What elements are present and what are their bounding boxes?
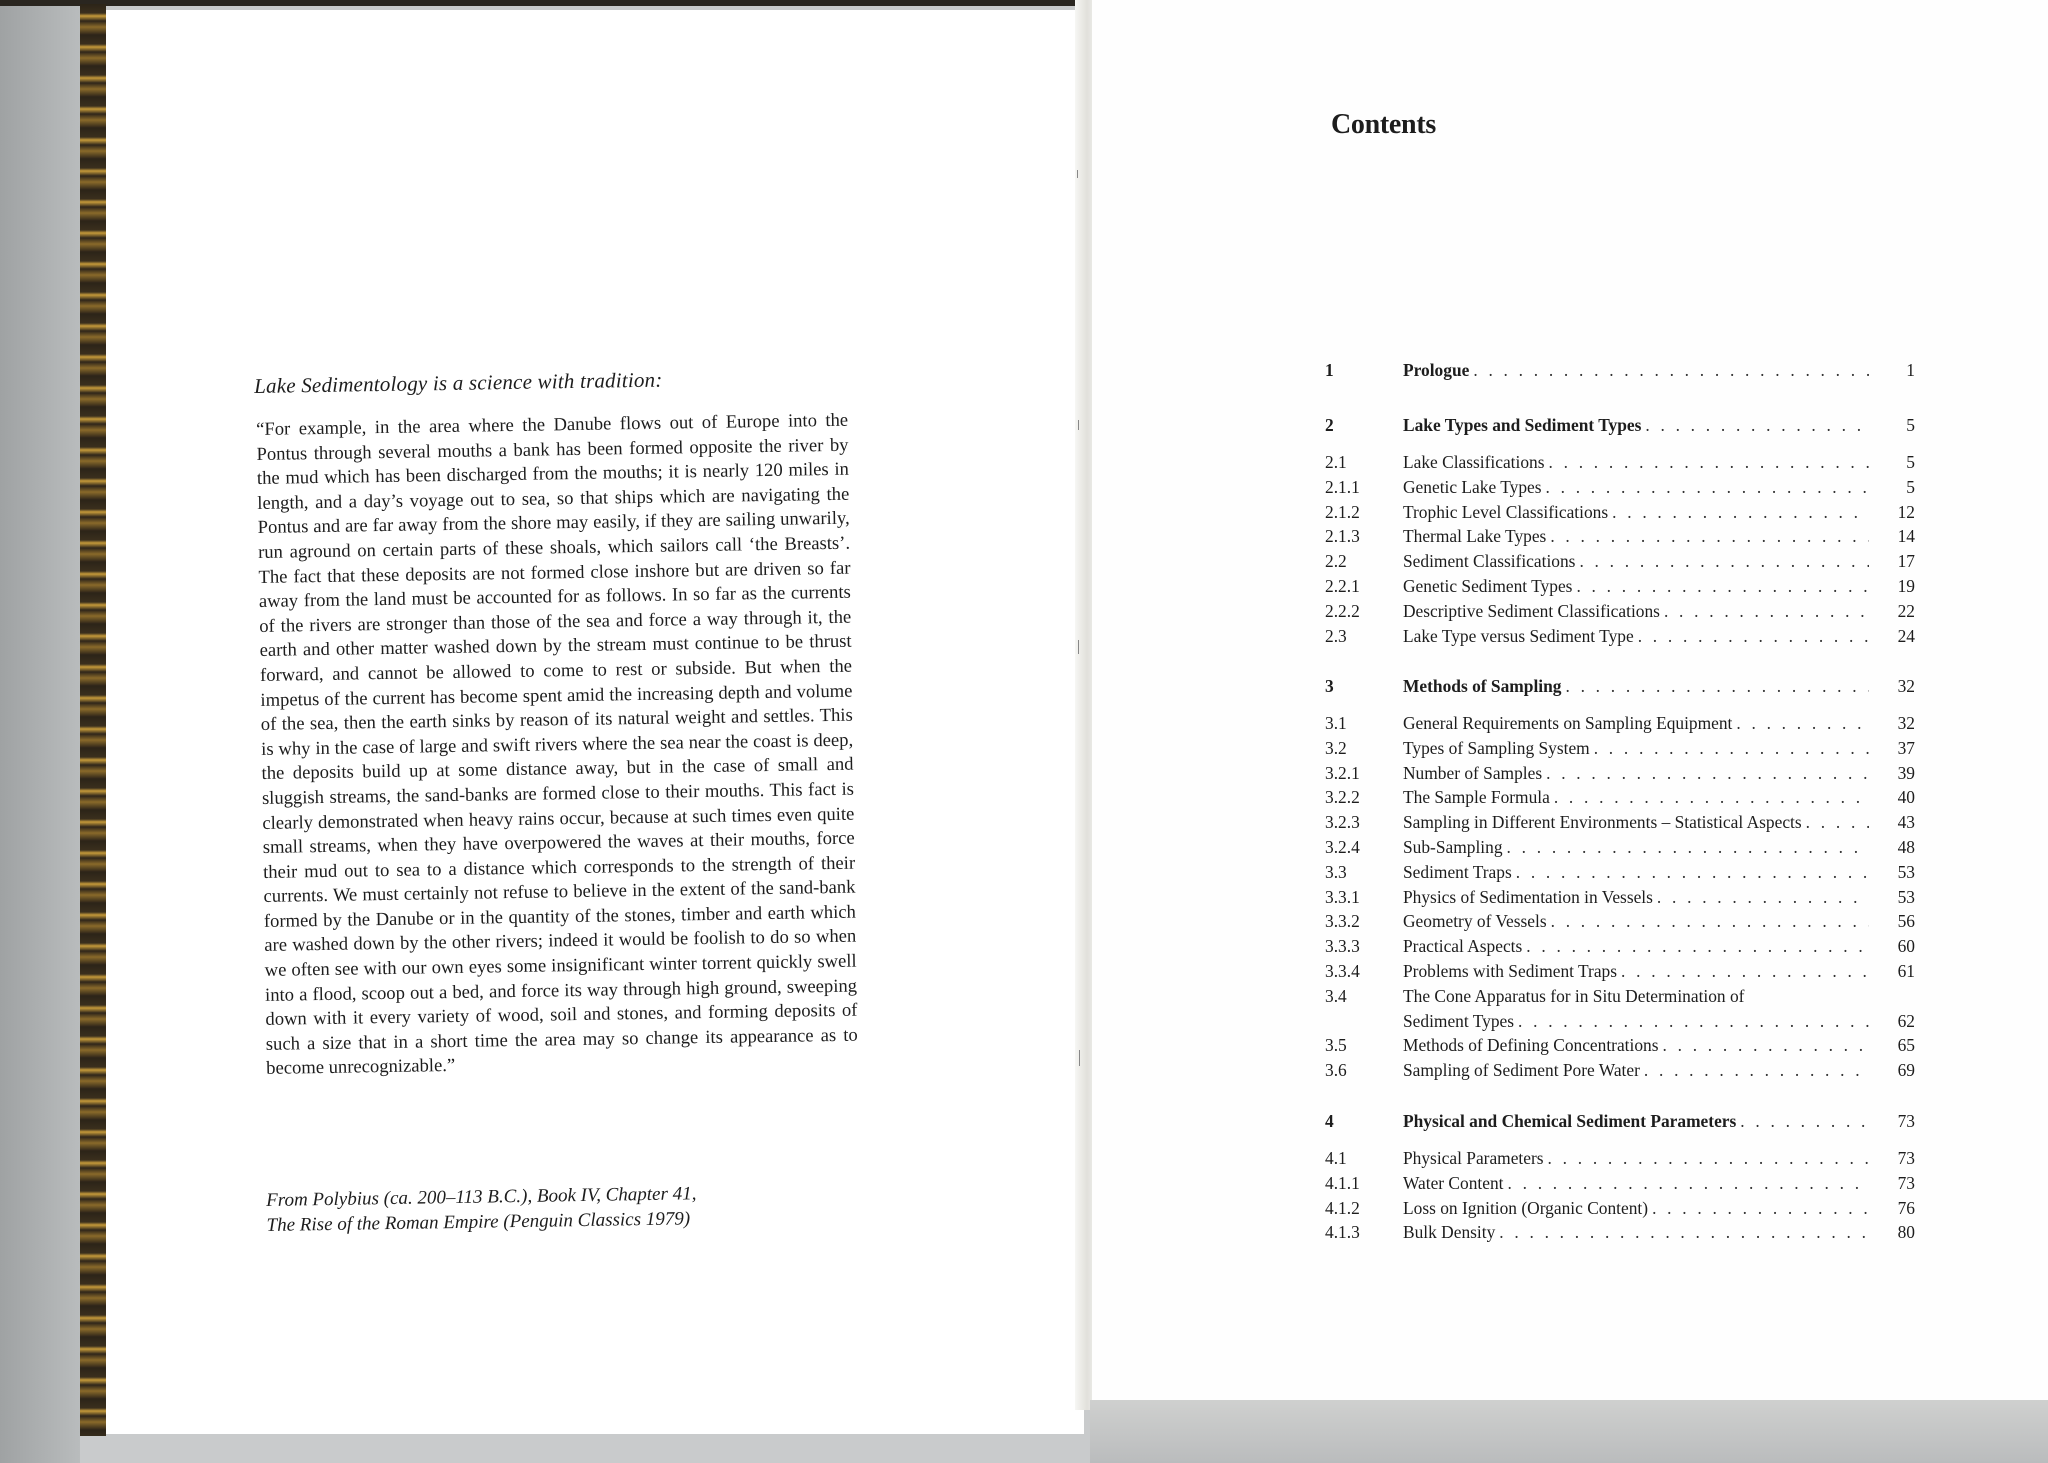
toc-page-number: 32 <box>1897 713 1915 733</box>
toc-number: 3.6 <box>1325 1060 1347 1081</box>
toc-page-number: 73 <box>1897 1172 1915 1193</box>
toc-entry-row <box>1325 984 1915 1009</box>
toc-leader-dots <box>1736 711 1869 736</box>
toc-number: 1 <box>1325 360 1334 380</box>
toc-number: 3 <box>1325 676 1334 696</box>
toc-title: The Sample Formula <box>1403 787 1550 808</box>
toc-entry-row <box>1325 959 1915 984</box>
toc-page-number: 56 <box>1897 911 1915 932</box>
toc-title: Lake Classifications <box>1403 452 1545 472</box>
toc-title: Methods of Sampling <box>1403 676 1562 696</box>
toc-title: Geometry of Vessels <box>1403 911 1547 932</box>
toc-title: Sampling in Different Environments – Statistical Aspects <box>1403 812 1802 833</box>
toc-entry-row <box>1325 885 1915 910</box>
attribution-line: The Rise of the Roman Empire (Penguin Classics 1979) <box>266 1208 691 1236</box>
toc-leader-dots <box>1565 674 1869 699</box>
toc-leader-dots <box>1473 358 1869 383</box>
toc-page-number: 61 <box>1897 960 1915 981</box>
toc-number: 4 <box>1325 1111 1334 1131</box>
toc-page-number: 22 <box>1897 600 1915 621</box>
toc-title: Practical Aspects <box>1403 936 1523 957</box>
toc-page-number: 37 <box>1897 737 1915 758</box>
toc-chapter-row <box>1325 674 1915 711</box>
toc-page-number: 65 <box>1897 1035 1915 1056</box>
toc-leader-dots <box>1664 599 1869 624</box>
toc-entry-row <box>1325 500 1915 525</box>
toc-number: 3.3 <box>1325 861 1347 882</box>
toc-page-number: 5 <box>1906 452 1915 472</box>
toc-number: 3.3.3 <box>1325 936 1360 957</box>
toc-number: 3.4 <box>1325 985 1347 1006</box>
toc-title: Number of Samples <box>1403 762 1543 783</box>
toc-entry-row <box>1325 1196 1915 1221</box>
toc-entry-row <box>1325 1220 1915 1245</box>
polybius-quote: “For example, in the area where the Danube flows out of Europe into the Pontus through several mouths a bank has been formed opposite the river by the mud which has been discharged from the mouths; it is nearly 120 miles in length, and a day’s voyage out to sea, so that ships which are navigating the Pontus and are far away from the shore may easily, if they are sailing unwarily, run aground on certain parts of these shoals, which sailors call ‘the Breasts’. The fact that these deposits are not formed close inshore but are driven so far away from the land must be accounted for as follows. In so far as the currents of the rivers are stronger than those of the sea and force a way through it, the earth and other matter washed down by the stream must continue to be thrust forward, and cannot be allowed to come to rest or subside. But when the impetus of the current has become spent amid the increasing depth and volume of the sea, then the earth sinks by reason of its natural weight and settles. This is why in the case of large and swift rivers where the sea near the coast is deep, the deposits build up at some distance away, but in the case of small and sluggish streams, the sand-banks are formed close to their mouths. This fact is clearly demonstrated when heavy rains occur, because at such times even quite small streams, when they have overpowered the waves at their mouths, force their mud out to sea to a distance which corresponds to the strength of their currents. We must certainly not refuse to believe in the extent of the sand-bank formed by the Danube or in the quantity of the stones, timber and earth which are washed down by the other rivers; indeed it would be foolish to do so when we often see with our own eyes some insignificant winter torrent quickly swell into a flood, scoop out a bed, and force its way through high ground, sweeping down with it every variety of wood, soil and stones, and forming deposits of such a size that in a short time the area may so change its appearance as to become unrecognizable.” <box>256 409 858 1080</box>
toc-leader-dots <box>1621 959 1869 984</box>
toc-leader-dots <box>1645 413 1869 438</box>
toc-title: Trophic Level Classifications <box>1403 501 1609 522</box>
toc-number: 2.1.1 <box>1325 476 1360 497</box>
toc-leader-dots <box>1663 1033 1869 1058</box>
toc-entry-row <box>1325 711 1915 736</box>
toc-entry-row <box>1325 1171 1915 1196</box>
toc-entry-row <box>1325 785 1915 810</box>
toc-page-number: 69 <box>1897 1060 1915 1081</box>
toc-leader-dots <box>1518 1009 1869 1034</box>
toc-leader-dots <box>1499 1220 1869 1245</box>
toc-leader-dots <box>1546 475 1870 500</box>
toc-number: 2.1 <box>1325 452 1347 472</box>
toc-section <box>1325 413 1915 648</box>
toc-section <box>1325 1109 1915 1245</box>
toc-leader-dots <box>1526 934 1869 959</box>
toc-entry-row <box>1325 835 1915 860</box>
toc-page-number: 73 <box>1897 1148 1915 1168</box>
toc-page-number: 5 <box>1906 415 1915 435</box>
toc-leader-dots <box>1594 736 1869 761</box>
toc-title: General Requirements on Sampling Equipment <box>1403 713 1733 733</box>
toc-number: 3.1 <box>1325 713 1347 733</box>
toc-entry-row <box>1325 761 1915 786</box>
toc-leader-dots <box>1638 624 1869 649</box>
toc-title: Physics of Sedimentation in Vessels <box>1403 886 1653 907</box>
toc-leader-dots <box>1507 835 1869 860</box>
toc-leader-dots <box>1644 1058 1869 1083</box>
toc-number: 4.1 <box>1325 1148 1347 1168</box>
toc-title: Types of Sampling System <box>1403 737 1590 758</box>
toc-title: The Cone Apparatus for in Situ Determination of <box>1403 985 1745 1006</box>
toc-number: 3.3.2 <box>1325 911 1360 932</box>
toc-page-number: 80 <box>1897 1222 1915 1243</box>
toc-number: 4.1.3 <box>1325 1222 1360 1243</box>
toc-page-number: 76 <box>1897 1197 1915 1218</box>
toc-number: 2.2.1 <box>1325 575 1360 596</box>
toc-entry-row <box>1325 1009 1915 1034</box>
toc-chapter-row <box>1325 413 1915 450</box>
toc-title: Sub-Sampling <box>1403 836 1503 857</box>
toc-leader-dots <box>1806 810 1869 835</box>
gutter-mark <box>1079 1050 1080 1066</box>
toc-title: Physical and Chemical Sediment Parameters <box>1403 1111 1737 1131</box>
toc-page-number: 1 <box>1906 360 1915 380</box>
toc-page-number: 24 <box>1897 625 1915 646</box>
toc-page-number: 40 <box>1897 787 1915 808</box>
toc-number: 3.3.1 <box>1325 886 1360 907</box>
toc-page-number: 62 <box>1897 1010 1915 1031</box>
toc-leader-dots <box>1551 909 1869 934</box>
gutter-mark <box>1078 420 1079 430</box>
toc-page-number: 32 <box>1897 676 1915 696</box>
toc-title: Loss on Ignition (Organic Content) <box>1403 1197 1649 1218</box>
toc-title: Sediment Types <box>1403 1010 1515 1031</box>
quote-attribution <box>266 1179 867 1238</box>
toc-leader-dots <box>1652 1196 1869 1221</box>
attribution-line: From Polybius (ca. 200–113 B.C.), Book IV, Chapter 41, <box>266 1183 697 1211</box>
toc-title: Methods of Defining Concentrations <box>1403 1035 1659 1056</box>
toc-title: Genetic Sediment Types <box>1403 575 1573 596</box>
toc-number: 3.2.3 <box>1325 812 1360 833</box>
toc-entry-row <box>1325 624 1915 649</box>
toc-leader-dots <box>1657 885 1869 910</box>
toc-title: Genetic Lake Types <box>1403 476 1542 497</box>
toc-number: 3.3.4 <box>1325 960 1360 981</box>
toc-entry-row <box>1325 1033 1915 1058</box>
epigraph-title: Lake Sedimentology is a science with tradition: <box>254 367 663 398</box>
toc-number: 2.1.3 <box>1325 526 1360 547</box>
toc-title: Sampling of Sediment Pore Water <box>1403 1060 1640 1081</box>
toc-page-number: 12 <box>1897 501 1915 522</box>
toc-number: 4.1.1 <box>1325 1172 1360 1193</box>
toc-leader-dots <box>1612 500 1869 525</box>
toc-number: 3.2.1 <box>1325 762 1360 783</box>
toc-leader-dots <box>1546 761 1869 786</box>
toc-title: Lake Type versus Sediment Type <box>1403 625 1634 646</box>
toc-page-number: 5 <box>1906 476 1915 497</box>
toc-entry-row <box>1325 549 1915 574</box>
toc-leader-dots <box>1554 785 1869 810</box>
toc-title: Descriptive Sediment Classifications <box>1403 600 1660 621</box>
toc-page-number: 53 <box>1897 861 1915 882</box>
toc-entry-row <box>1325 1058 1915 1083</box>
toc-entry-row <box>1325 475 1915 500</box>
gutter-mark <box>1078 640 1079 654</box>
scanner-background <box>0 6 80 1463</box>
toc-page-number: 60 <box>1897 936 1915 957</box>
toc-leader-dots <box>1576 574 1869 599</box>
toc-number: 3.5 <box>1325 1035 1347 1056</box>
toc-title: Thermal Lake Types <box>1403 526 1547 547</box>
toc-entry-row <box>1325 909 1915 934</box>
toc-page-number: 39 <box>1897 762 1915 783</box>
toc-leader-dots <box>1516 860 1869 885</box>
toc-leader-dots <box>1549 450 1869 475</box>
toc-title: Lake Types and Sediment Types <box>1403 415 1642 435</box>
toc-leader-dots <box>1508 1171 1870 1196</box>
toc-number: 2.1.2 <box>1325 501 1360 522</box>
toc-entry-row <box>1325 934 1915 959</box>
toc-leader-dots <box>1579 549 1869 574</box>
book-binding <box>80 4 106 1436</box>
toc-title: Problems with Sediment Traps <box>1403 960 1618 981</box>
toc-page-number: 14 <box>1897 526 1915 547</box>
scanner-bottom <box>1090 1400 2048 1463</box>
toc-number: 3.2.4 <box>1325 836 1360 857</box>
toc-number: 2.2 <box>1325 551 1347 572</box>
toc-entry-row <box>1325 524 1915 549</box>
toc-section <box>1325 674 1915 1083</box>
toc-chapter-row <box>1325 1109 1915 1146</box>
toc-title: Sediment Traps <box>1403 861 1512 882</box>
toc-entry-row <box>1325 450 1915 475</box>
toc-page-number: 43 <box>1897 812 1915 833</box>
toc-page-number: 53 <box>1897 886 1915 907</box>
toc-title: Prologue <box>1403 360 1470 380</box>
toc-number: 4.1.2 <box>1325 1197 1360 1218</box>
toc-title: Sediment Classifications <box>1403 551 1576 572</box>
toc-page-number: 17 <box>1897 551 1915 572</box>
toc-title: Bulk Density <box>1403 1222 1496 1243</box>
toc-leader-dots <box>1740 1109 1869 1134</box>
toc-entry-row <box>1325 810 1915 835</box>
toc-number: 3.2.2 <box>1325 787 1360 808</box>
toc-entry-row <box>1325 574 1915 599</box>
toc-number: 2 <box>1325 415 1334 435</box>
toc-leader-dots <box>1550 524 1869 549</box>
toc-entry-row <box>1325 599 1915 624</box>
toc-entry-row <box>1325 736 1915 761</box>
toc-number: 3.2 <box>1325 737 1347 758</box>
toc-number: 2.2.2 <box>1325 600 1360 621</box>
toc-title: Water Content <box>1403 1172 1504 1193</box>
toc-entry-row <box>1325 860 1915 885</box>
toc-page-number: 19 <box>1897 575 1915 596</box>
toc-entry-row <box>1325 1146 1915 1171</box>
toc-leader-dots <box>1548 1146 1869 1171</box>
toc-page-number: 73 <box>1897 1111 1915 1131</box>
page-title: Contents <box>1331 109 1436 140</box>
toc-title: Physical Parameters <box>1403 1148 1544 1168</box>
toc-page-number: 48 <box>1897 836 1915 857</box>
toc-section <box>1325 358 1915 395</box>
gutter-mark <box>1077 170 1078 178</box>
toc-chapter-row <box>1325 358 1915 395</box>
toc-number: 2.3 <box>1325 625 1347 646</box>
